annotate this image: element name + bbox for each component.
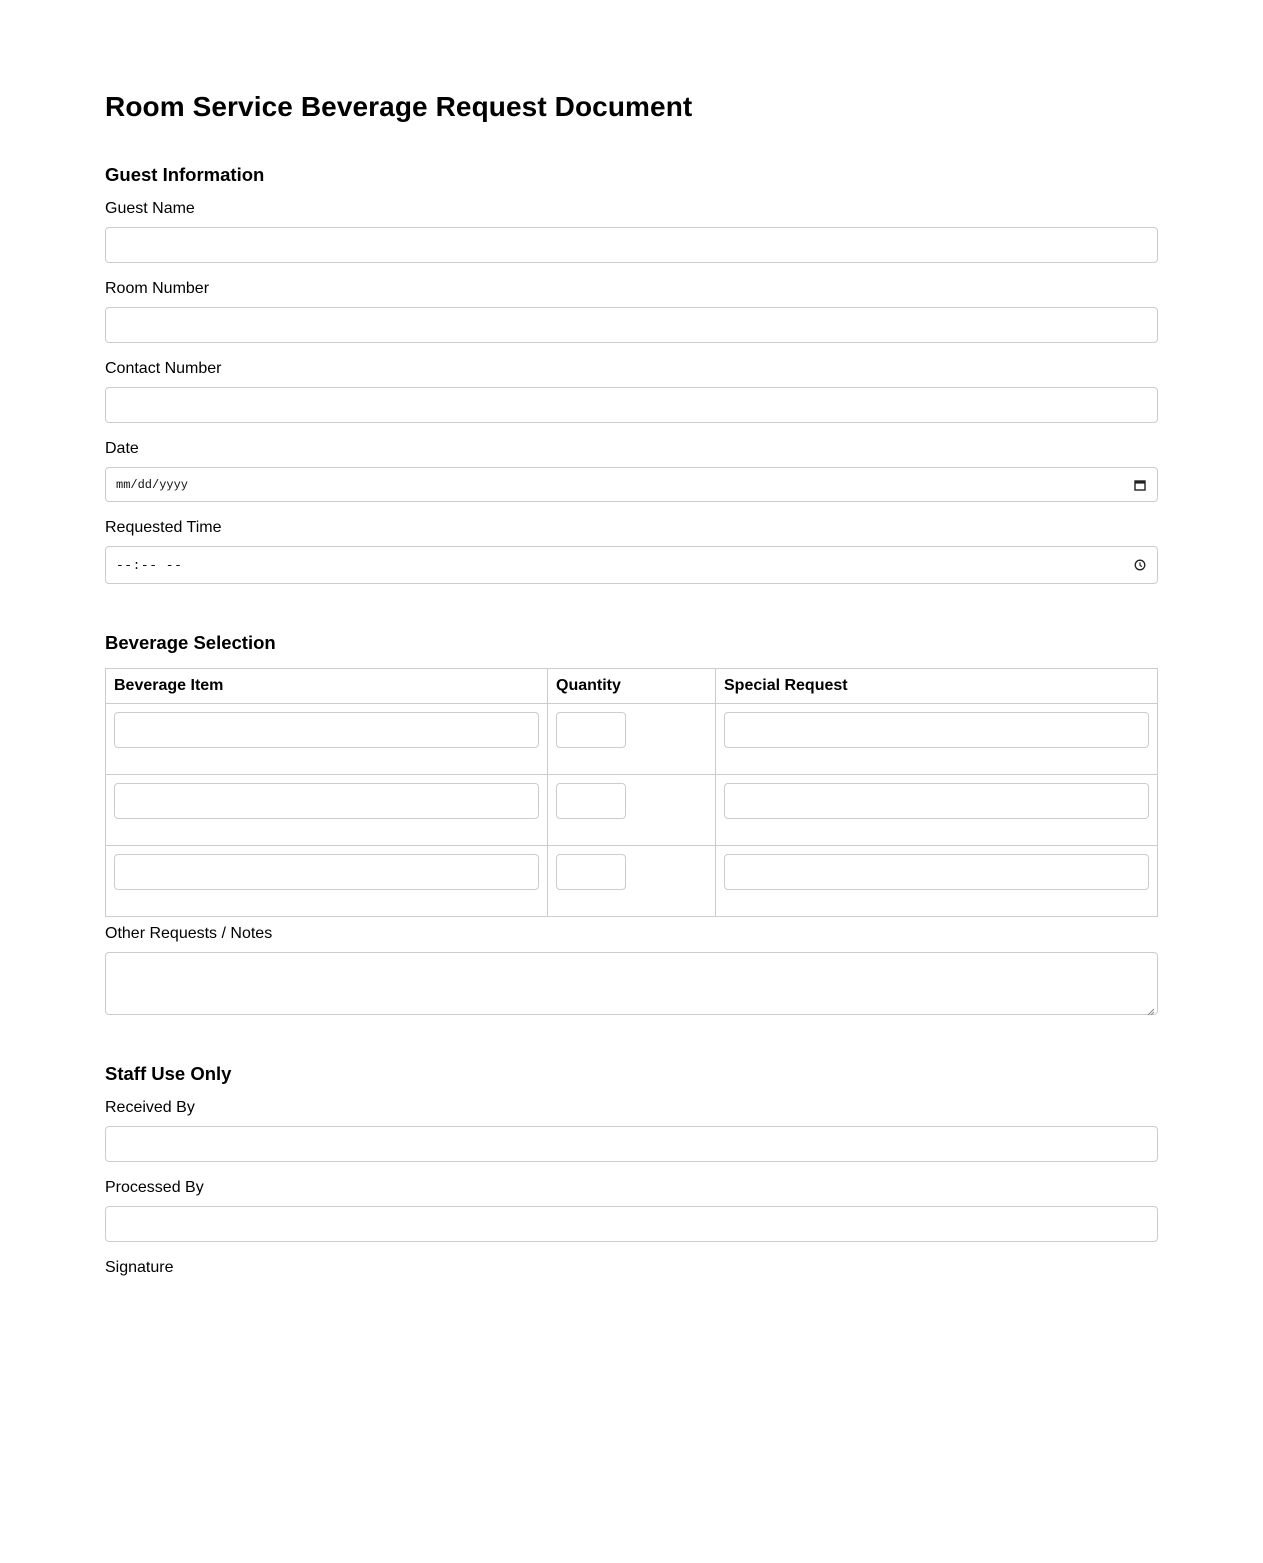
other-requests-label: Other Requests / Notes — [105, 925, 273, 942]
date-label: Date — [105, 440, 139, 457]
beverage-item-input-1[interactable] — [114, 712, 539, 748]
beverage-item-cell — [106, 704, 548, 775]
quantity-input-3[interactable] — [556, 854, 626, 890]
beverage-item-input-3[interactable] — [114, 854, 539, 890]
received-by-input[interactable] — [105, 1126, 1158, 1162]
signature-label: Signature — [105, 1259, 174, 1276]
special-request-cell — [716, 775, 1158, 846]
contact-number-input[interactable] — [105, 387, 1158, 423]
staff-use-section — [105, 1063, 1158, 1277]
room-number-label: Room Number — [105, 280, 210, 297]
beverage-table — [105, 668, 1158, 917]
table-header-row — [106, 669, 1158, 704]
column-header-quantity: Quantity — [548, 669, 716, 704]
beverage-item-cell — [106, 846, 548, 917]
guest-information-section — [105, 164, 1158, 584]
table-row — [106, 704, 1158, 775]
page-title: Room Service Beverage Request Document — [105, 91, 693, 122]
special-request-cell — [716, 846, 1158, 917]
column-header-beverage-item: Beverage Item — [106, 669, 548, 704]
requested-time-input[interactable] — [105, 546, 1158, 584]
table-row — [106, 775, 1158, 846]
section-heading-staff-use: Staff Use Only — [105, 1063, 232, 1084]
beverage-selection-section — [105, 632, 1158, 1015]
table-row — [106, 846, 1158, 917]
special-request-input-2[interactable] — [724, 783, 1149, 819]
special-request-input-1[interactable] — [724, 712, 1149, 748]
beverage-item-cell — [106, 775, 548, 846]
section-heading-guest-information: Guest Information — [105, 164, 265, 185]
processed-by-input[interactable] — [105, 1206, 1158, 1242]
beverage-item-input-2[interactable] — [114, 783, 539, 819]
other-requests-textarea[interactable] — [105, 952, 1158, 1015]
requested-time-label: Requested Time — [105, 519, 222, 536]
guest-name-input[interactable] — [105, 227, 1158, 263]
quantity-input-1[interactable] — [556, 712, 626, 748]
date-input[interactable] — [105, 467, 1158, 502]
clock-icon[interactable] — [1133, 558, 1147, 572]
date-placeholder: mm/dd/yyyy — [116, 477, 189, 492]
column-header-special-request: Special Request — [716, 669, 1158, 704]
contact-number-label: Contact Number — [105, 360, 222, 377]
resize-handle-icon[interactable] — [1146, 1003, 1155, 1012]
special-request-cell — [716, 704, 1158, 775]
time-placeholder: --:-- -- — [116, 557, 183, 573]
guest-name-label: Guest Name — [105, 200, 195, 217]
section-heading-beverage-selection: Beverage Selection — [105, 632, 276, 653]
processed-by-label: Processed By — [105, 1179, 204, 1196]
room-number-input[interactable] — [105, 307, 1158, 343]
received-by-label: Received By — [105, 1099, 195, 1116]
special-request-input-3[interactable] — [724, 854, 1149, 890]
quantity-cell — [548, 704, 716, 775]
quantity-cell — [548, 775, 716, 846]
quantity-input-2[interactable] — [556, 783, 626, 819]
quantity-cell — [548, 846, 716, 917]
calendar-icon[interactable] — [1133, 478, 1147, 492]
